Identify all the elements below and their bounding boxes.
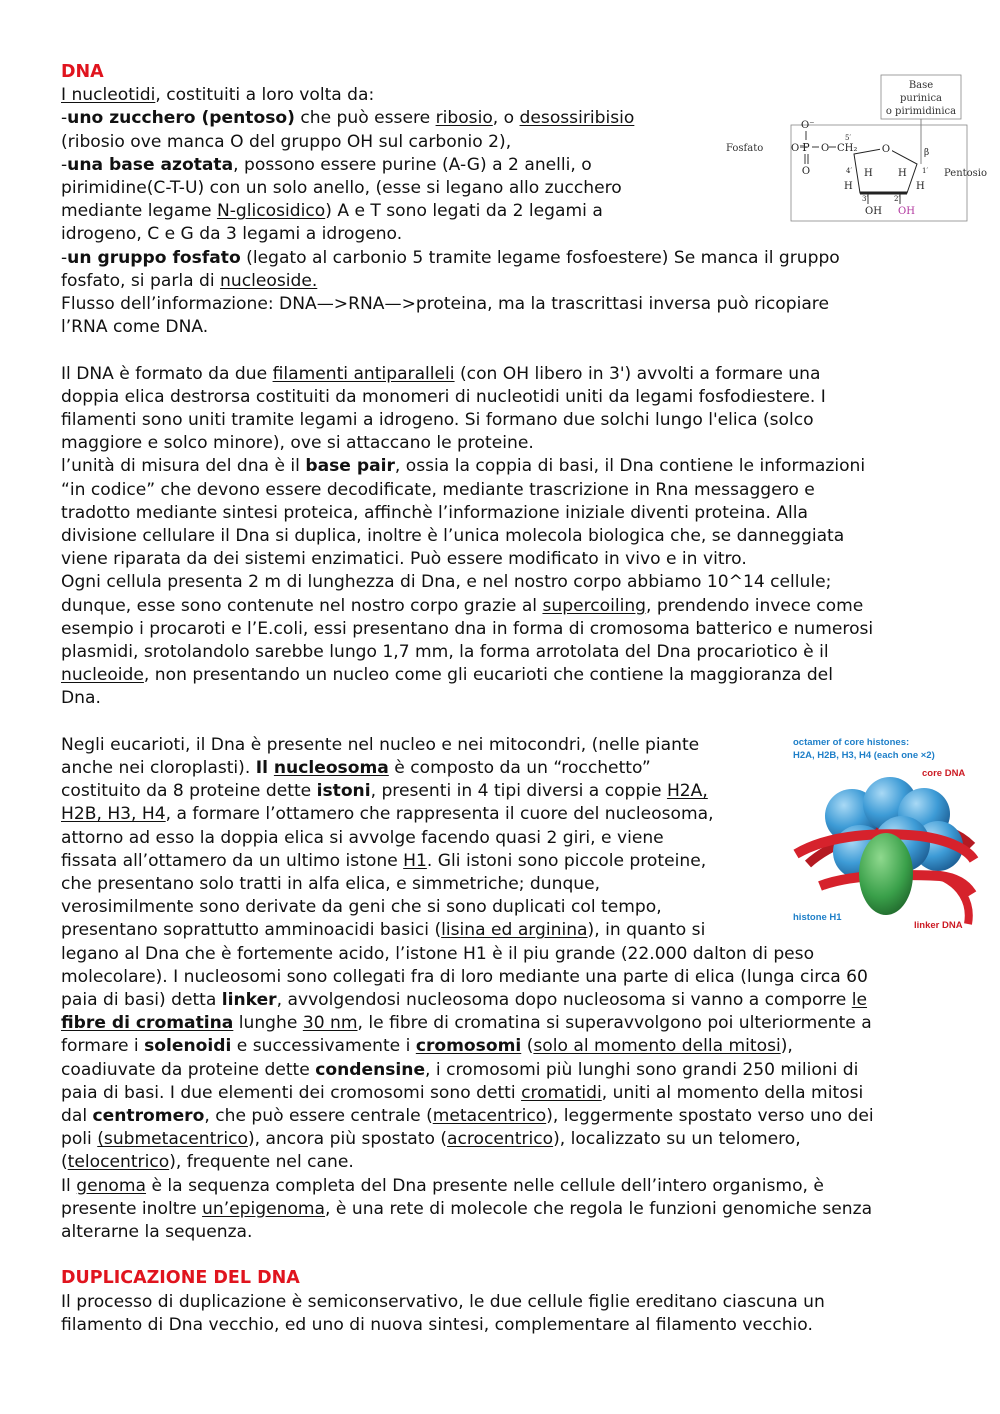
emphasized-term: 30 nm (302, 1013, 358, 1034)
text-line (61, 363, 820, 386)
section-heading (61, 61, 104, 84)
base-label-1: Base (908, 80, 934, 91)
emphasized-term: desossiribisio (519, 108, 635, 129)
text-span: paia di basi. I due elementi dei cromosomi sono detti (61, 1082, 522, 1103)
text-line (61, 131, 511, 154)
text-span: (ribosio ove manca O del gruppo OH sul carbonio 2), (61, 131, 512, 152)
emphasized-term: solo al momento della mitosi (533, 1036, 781, 1057)
text-line (61, 1128, 801, 1151)
o-minus-top: O⁻ (801, 120, 815, 131)
text-span: molecolare). I nucleosomi sono collegati fra di loro mediante una parte di elica (lunga circa 60 (61, 966, 868, 987)
text-line (61, 432, 534, 455)
text-span: e successivamente i (231, 1036, 416, 1057)
emphasized-term: un gruppo fosfato (67, 247, 241, 268)
text-span: , o (492, 108, 520, 129)
emphasized-term: linker (221, 990, 277, 1010)
text-span: plasmidi, srotolandolo sarebbe lungo 1,7 mm, la forma arrotolata del Dna procariotico è il (61, 642, 829, 662)
text-span: formare i (61, 1036, 145, 1057)
emphasized-term: un’epigenoma (202, 1198, 326, 1219)
text-span: doppia elica destrorsa costituiti da monomeri di nucleotidi uniti da legami fosfodiestere. I (61, 386, 826, 407)
text-line (61, 803, 714, 826)
text-span: fissata all’ottamero da un ultimo istone (61, 850, 404, 871)
text-span: ), in quanto si (587, 920, 706, 941)
text-line (61, 177, 622, 200)
emphasized-term: I nucleotidi (61, 85, 156, 106)
emphasized-term: metacentrico (432, 1106, 547, 1126)
text-line (61, 618, 873, 641)
emphasized-term: telocentrico (67, 1152, 170, 1173)
text-line (61, 154, 592, 177)
text-span: mediante legame (61, 201, 217, 222)
beta-label: β (924, 148, 930, 158)
text-line (61, 223, 402, 246)
text-line (61, 943, 814, 966)
text-span: ), (780, 1036, 793, 1057)
text-span: , presenti in 4 tipi diversi a coppie (370, 781, 667, 802)
text-span: , avvolgendosi nucleosoma dopo nucleosoma si vanno a comporre (276, 990, 852, 1010)
label-3prime: 3′ (862, 195, 869, 203)
text-span: ), frequente nel cane. (169, 1152, 354, 1173)
text-span: ( (61, 1152, 68, 1173)
label-2prime: 2′ (894, 195, 901, 203)
emphasized-term: N-glicosidico (216, 201, 326, 222)
text-span: divisione cellulare il Dna si duplica, inoltre è l’unica molecola biologica che, se danneggiata (61, 526, 845, 546)
emphasized-term: istoni (316, 781, 371, 802)
text-line (61, 896, 662, 919)
text-line (61, 479, 815, 502)
text-line (61, 293, 829, 316)
h-4: H (864, 168, 873, 179)
h-1: H (898, 168, 907, 179)
text-span: ( (521, 1036, 534, 1057)
text-span: Il processo di duplicazione è semiconservativo, le due cellule figlie ereditano ciascuna un (61, 1291, 825, 1312)
text-line (61, 1221, 252, 1244)
text-span: Negli eucarioti, il Dna è presente nel nucleo e nei mitocondri, (nelle piante (61, 734, 700, 755)
linker-dna-label: linker DNA (914, 920, 963, 931)
text-span: dal (61, 1106, 93, 1126)
text-span: viene riparata da dei sistemi enzimatici. Può essere modificato in vivo e in vitro. (61, 549, 747, 570)
text-span: - (61, 154, 68, 175)
text-span: (con OH libero in 3') avvolti a formare una (454, 363, 821, 384)
text-span: alterarne la sequenza. (61, 1222, 253, 1242)
text-span: poli (61, 1129, 98, 1150)
emphasized-term: supercoiling (542, 595, 647, 616)
nucleosome-figure (790, 734, 980, 934)
text-span: . Gli istoni sono piccole proteine, (426, 850, 707, 871)
histone-h1-label: histone H1 (793, 912, 842, 923)
text-span: - (61, 247, 68, 268)
text-span: Il (61, 1175, 77, 1196)
text-span: attorno ad esso la doppia elica si avvolge facendo quasi 2 giri, e viene (61, 827, 664, 848)
text-line (61, 386, 826, 409)
text-line (61, 455, 865, 478)
ch2-group: CH₂ (837, 143, 858, 154)
label-5prime: 5′ (845, 134, 852, 142)
text-span: , possono essere purine (A-G) a 2 anelli, o (233, 154, 592, 175)
text-span: , che può essere centrale ( (204, 1106, 433, 1126)
heading-text: DNA (61, 62, 104, 82)
emphasized-term: H1 (403, 850, 427, 871)
text-line (61, 270, 317, 293)
oh-2prime: OH (898, 206, 915, 217)
text-line (61, 1314, 813, 1337)
text-span: verosimilmente sono derivate da geni che si sono duplicati col tempo, (61, 897, 662, 918)
text-line (61, 1035, 793, 1058)
text-span: che può essere (294, 108, 436, 129)
text-line (61, 734, 699, 757)
o-minus-left: O⁻ (791, 143, 805, 154)
text-line (61, 780, 708, 803)
text-span: costituito da 8 proteine dette (61, 781, 317, 802)
text-span: paia di basi) detta (61, 990, 222, 1010)
text-span: l’RNA come DNA. (61, 317, 209, 338)
text-span: anche nei cloroplasti). (61, 758, 256, 778)
heading-text: DUPLICAZIONE DEL DNA (61, 1268, 300, 1289)
text-span: lunghe (233, 1013, 303, 1034)
emphasized-term: uno zucchero (pentoso) (67, 108, 295, 129)
text-span: ), leggermente spostato verso uno dei (546, 1106, 874, 1126)
text-line (61, 919, 705, 942)
text-span: (legato al carbonio 5 tramite legame fosfoestere) Se manca il gruppo (240, 247, 840, 268)
text-span: è la sequenza completa del Dna presente nelle cellule dell’intero organismo, è (146, 1175, 824, 1196)
text-span: , costituiti a loro volta da: (155, 85, 375, 106)
label-4prime: 4′ (846, 167, 853, 175)
text-line (61, 966, 868, 989)
text-span: tradotto mediante sintesi proteica, affinchè l’informazione iniziale diventi proteina. Alla (61, 502, 809, 523)
o-double-bond: O (801, 166, 811, 177)
text-span: Flusso dell’informazione: DNA—>RNA—>proteina, ma la trascrittasi inversa può ricopiare (61, 294, 829, 314)
nucleotide-structure-figure (722, 72, 990, 224)
text-span: maggiore e solco minore), ove si attaccano le proteine. (61, 433, 534, 454)
emphasized-term: solenoidi (144, 1036, 232, 1057)
text-line (61, 1082, 863, 1105)
text-span: filamento di Dna vecchio, ed uno di nuova sintesi, complementare al filamento vecchio. (61, 1314, 813, 1335)
text-line (61, 1105, 874, 1128)
text-line (61, 827, 664, 850)
text-span: esempio i procaroti e l’E.coli, essi presentano dna in forma di cromosoma batterico e numerosi (61, 618, 874, 639)
emphasized-term: nucleoside. (220, 270, 318, 291)
emphasized-term: lisina ed arginina (441, 920, 588, 941)
text-span: presentano soprattutto amminoacidi basici ( (61, 920, 442, 941)
text-span: legano al Dna che è fortemente acido, l’istone H1 è il piu grande (22.000 dalton di peso (61, 943, 815, 964)
text-span: , ossia la coppia di basi, il Dna contiene le informazioni (394, 456, 866, 477)
text-span: , prendendo invece come (646, 595, 864, 616)
text-line (61, 1012, 872, 1035)
emphasized-term: genoma (76, 1175, 147, 1196)
base-label-2: purinica (899, 93, 943, 104)
emphasized-term: cromosomi (415, 1036, 522, 1057)
text-line (61, 687, 101, 710)
emphasized-term: base pair (305, 456, 395, 477)
text-line (61, 1198, 872, 1221)
emphasized-term: nucleosoma (273, 758, 389, 778)
octamer-label-1: octamer of core histones: (793, 737, 910, 748)
text-span: fosfato, si parla di (61, 270, 221, 291)
text-line (61, 873, 600, 896)
emphasized-term: condensine (315, 1059, 426, 1080)
text-span: ) A e T sono legati da 2 legami a (325, 201, 603, 222)
h-2: H (916, 181, 925, 192)
text-line (61, 595, 863, 618)
text-span: , i cromosomi più lunghi sono grandi 250 milioni di (425, 1059, 859, 1080)
o-ester: O (821, 143, 830, 154)
text-span: presente inoltre (61, 1198, 203, 1219)
base-label-3: o pirimidinica (885, 106, 957, 117)
text-line (61, 409, 814, 432)
text-line (61, 757, 651, 780)
phosphorus: P (802, 141, 810, 154)
text-line (61, 1151, 354, 1174)
text-line (61, 525, 844, 548)
text-span: ), localizzato su un telomero, (553, 1129, 801, 1150)
emphasized-term: H2B, H3, H4 (61, 804, 166, 825)
text-span: l’unità di misura del dna è il (61, 456, 306, 477)
emphasized-term: nucleoide (61, 665, 144, 686)
text-span: - (61, 108, 68, 129)
text-span: idrogeno, C e G da 3 legami a idrogeno. (61, 224, 403, 245)
text-span: Dna. (61, 688, 101, 709)
octamer-label-2: H2A, H2B, H3, H4 (each one ×2) (793, 750, 935, 761)
text-span: Il DNA è formato da due (61, 363, 273, 384)
label-1prime: 1′ (922, 167, 929, 175)
text-span: , non presentando un nucleo come gli eucarioti che contiene la maggioranza del (143, 665, 833, 686)
emphasized-term: fibre di cromatina (61, 1013, 234, 1034)
core-dna-label: core DNA (922, 768, 966, 779)
text-line (61, 107, 634, 130)
emphasized-term: acrocentrico (447, 1129, 554, 1150)
text-span: , a formare l’ottamero che rappresenta il cuore del nucleosoma, (165, 804, 714, 825)
text-line (61, 850, 706, 873)
text-span: “in codice” che devono essere decodificate, mediante trascrizione in Rna messaggero e (61, 479, 815, 500)
text-span: pirimidine(C-T-U) con un solo anello, (esse si legano allo zucchero (61, 178, 622, 198)
emphasized-term: le (851, 990, 868, 1010)
emphasized-term: (submetacentrico (97, 1129, 248, 1150)
histone-h1-shape (859, 833, 913, 915)
text-line (61, 1291, 825, 1314)
text-span: , le fibre di cromatina si superavvolgono poi ulteriormente a (357, 1013, 872, 1034)
emphasized-term: Il (255, 758, 274, 778)
section-heading (61, 1267, 300, 1290)
text-span: filamenti sono uniti tramite legami a idrogeno. Si formano due solchi lungo l'elica (solco (61, 410, 814, 430)
text-line (61, 316, 208, 339)
text-span: dunque, esse sono contenute nel nostro corpo grazie al (61, 595, 543, 616)
text-line (61, 502, 808, 525)
text-line (61, 641, 829, 664)
emphasized-term: una base azotata (67, 154, 234, 175)
text-span: , uniti al momento della mitosi (601, 1082, 864, 1103)
text-span: che presentano solo tratti in alfa elica, e simmetriche; dunque, (61, 874, 601, 894)
emphasized-term: H2A, (666, 781, 708, 802)
text-line (61, 664, 833, 687)
fosfato-label: Fosfato (726, 143, 764, 154)
text-span: è composto da un “rocchetto” (388, 758, 651, 778)
text-span: coadiuvate da proteine dette (61, 1059, 316, 1080)
emphasized-term: cromatidi (521, 1082, 602, 1103)
text-line (61, 84, 374, 107)
emphasized-term: centromero (92, 1106, 205, 1126)
text-span: ), ancora più spostato ( (247, 1129, 448, 1150)
text-span: Ogni cellula presenta 2 m di lunghezza di Dna, e nel nostro corpo abbiamo 10^14 cellule; (61, 572, 832, 593)
pentosio-label: Pentosio (944, 168, 988, 179)
emphasized-term: filamenti antiparalleli (272, 363, 455, 384)
h-3: H (844, 181, 853, 192)
text-line (61, 200, 603, 223)
text-line (61, 247, 840, 270)
oh-3prime: OH (865, 206, 882, 217)
emphasized-term: ribosio (435, 108, 493, 129)
text-line (61, 989, 867, 1012)
text-line (61, 548, 747, 571)
text-line (61, 1175, 824, 1198)
text-span: , è una rete di molecole che regola le funzioni genomiche senza (325, 1198, 873, 1219)
text-line (61, 1059, 858, 1082)
text-line (61, 571, 831, 594)
ring-oxygen: O (881, 144, 891, 155)
